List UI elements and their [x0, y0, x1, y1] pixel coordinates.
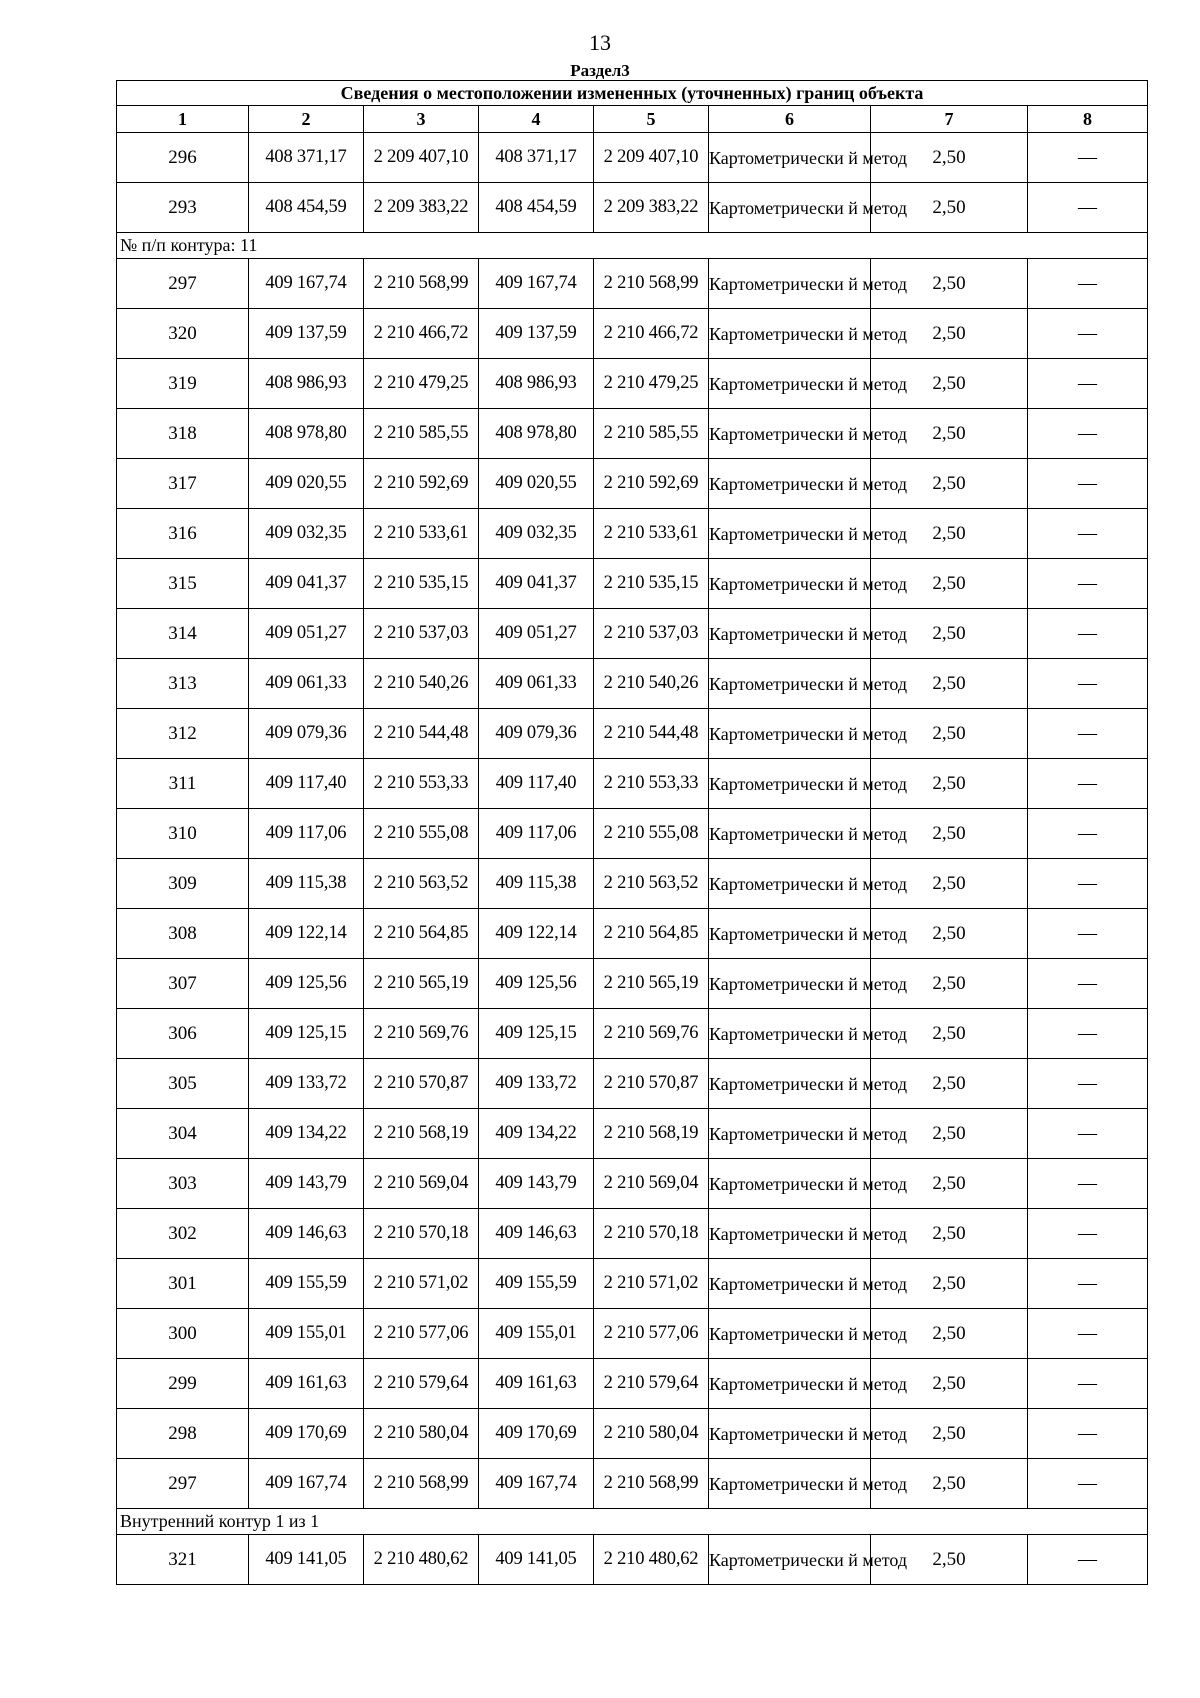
table-row	[117, 133, 1148, 183]
table-row	[117, 359, 1148, 409]
table-row	[117, 1159, 1148, 1209]
y-new-cell: 2 210 570,87	[594, 1059, 709, 1109]
y-old-cell: 2 210 535,15	[364, 559, 479, 609]
y-new-cell: 2 210 564,85	[594, 909, 709, 959]
table-row	[117, 259, 1148, 309]
y-old-cell: 2 210 579,64	[364, 1359, 479, 1409]
point-number-cell: 313	[117, 659, 249, 709]
method-cell: Картометрически й метод	[709, 409, 871, 459]
description-cell: —	[1028, 659, 1148, 709]
method-cell: Картометрически й метод	[709, 659, 871, 709]
point-number-cell: 318	[117, 409, 249, 459]
point-number-cell: 321	[117, 1535, 249, 1585]
point-number-cell: 314	[117, 609, 249, 659]
table-title: Сведения о местоположении измененных (уточненных) границ объекта	[117, 81, 1148, 106]
point-number-cell: 307	[117, 959, 249, 1009]
accuracy-cell: 2,50	[871, 659, 1028, 709]
x-new-cell: 408 371,17	[479, 133, 594, 183]
accuracy-cell: 2,50	[871, 609, 1028, 659]
column-number: 7	[871, 106, 1028, 133]
description-cell: —	[1028, 1259, 1148, 1309]
y-old-cell: 2 210 564,85	[364, 909, 479, 959]
y-old-cell: 2 209 383,22	[364, 183, 479, 233]
x-new-cell: 409 143,79	[479, 1159, 594, 1209]
column-number: 6	[709, 106, 871, 133]
description-cell: —	[1028, 959, 1148, 1009]
contour-label: № п/п контура: 11	[117, 233, 1148, 259]
description-cell: —	[1028, 609, 1148, 659]
y-new-cell: 2 209 383,22	[594, 183, 709, 233]
y-new-cell: 2 210 569,76	[594, 1009, 709, 1059]
y-old-cell: 2 210 585,55	[364, 409, 479, 459]
x-new-cell: 409 051,27	[479, 609, 594, 659]
table-row	[117, 409, 1148, 459]
point-number-cell: 299	[117, 1359, 249, 1409]
accuracy-cell: 2,50	[871, 1535, 1028, 1585]
accuracy-cell: 2,50	[871, 409, 1028, 459]
method-cell: Картометрически й метод	[709, 459, 871, 509]
description-cell: —	[1028, 1209, 1148, 1259]
method-cell: Картометрически й метод	[709, 1409, 871, 1459]
y-old-cell: 2 210 577,06	[364, 1309, 479, 1359]
x-old-cell: 409 115,38	[249, 859, 364, 909]
x-old-cell: 409 170,69	[249, 1409, 364, 1459]
accuracy-cell: 2,50	[871, 459, 1028, 509]
description-cell: —	[1028, 509, 1148, 559]
x-new-cell: 409 141,05	[479, 1535, 594, 1585]
table-row	[117, 609, 1148, 659]
x-new-cell: 409 117,06	[479, 809, 594, 859]
x-old-cell: 409 167,74	[249, 1459, 364, 1509]
description-cell: —	[1028, 1109, 1148, 1159]
table-row	[117, 1309, 1148, 1359]
y-old-cell: 2 210 544,48	[364, 709, 479, 759]
y-old-cell: 2 210 580,04	[364, 1409, 479, 1459]
point-number-cell: 316	[117, 509, 249, 559]
x-new-cell: 409 167,74	[479, 259, 594, 309]
x-new-cell: 408 986,93	[479, 359, 594, 409]
x-old-cell: 409 117,06	[249, 809, 364, 859]
y-old-cell: 2 210 466,72	[364, 309, 479, 359]
point-number-cell: 312	[117, 709, 249, 759]
point-number-cell: 320	[117, 309, 249, 359]
table-row	[117, 1059, 1148, 1109]
method-cell: Картометрически й метод	[709, 1009, 871, 1059]
point-number-cell: 319	[117, 359, 249, 409]
accuracy-cell: 2,50	[871, 1109, 1028, 1159]
section-title: Раздел3	[570, 61, 630, 80]
y-old-cell: 2 210 568,19	[364, 1109, 479, 1159]
x-old-cell: 409 041,37	[249, 559, 364, 609]
description-cell: —	[1028, 859, 1148, 909]
description-cell: —	[1028, 183, 1148, 233]
x-old-cell: 409 133,72	[249, 1059, 364, 1109]
y-new-cell: 2 210 540,26	[594, 659, 709, 709]
method-cell: Картометрически й метод	[709, 183, 871, 233]
y-old-cell: 2 210 570,18	[364, 1209, 479, 1259]
x-old-cell: 409 061,33	[249, 659, 364, 709]
accuracy-cell: 2,50	[871, 1309, 1028, 1359]
description-cell: —	[1028, 1309, 1148, 1359]
table-row	[117, 859, 1148, 909]
x-new-cell: 409 134,22	[479, 1109, 594, 1159]
x-new-cell: 409 061,33	[479, 659, 594, 709]
contour-label-row	[117, 233, 1148, 259]
method-cell: Картометрически й метод	[709, 509, 871, 559]
accuracy-cell: 2,50	[871, 1459, 1028, 1509]
y-new-cell: 2 210 571,02	[594, 1259, 709, 1309]
x-new-cell: 409 137,59	[479, 309, 594, 359]
x-old-cell: 409 155,59	[249, 1259, 364, 1309]
point-number-cell: 296	[117, 133, 249, 183]
y-new-cell: 2 210 544,48	[594, 709, 709, 759]
point-number-cell: 304	[117, 1109, 249, 1159]
x-new-cell: 409 125,15	[479, 1009, 594, 1059]
y-new-cell: 2 210 568,19	[594, 1109, 709, 1159]
x-old-cell: 409 167,74	[249, 259, 364, 309]
method-cell: Картометрически й метод	[709, 1159, 871, 1209]
point-number-cell: 302	[117, 1209, 249, 1259]
y-new-cell: 2 210 535,15	[594, 559, 709, 609]
point-number-cell: 297	[117, 1459, 249, 1509]
description-cell: —	[1028, 133, 1148, 183]
x-old-cell: 408 371,17	[249, 133, 364, 183]
accuracy-cell: 2,50	[871, 1259, 1028, 1309]
method-cell: Картометрически й метод	[709, 609, 871, 659]
x-old-cell: 409 051,27	[249, 609, 364, 659]
accuracy-cell: 2,50	[871, 909, 1028, 959]
description-cell: —	[1028, 359, 1148, 409]
x-old-cell: 408 454,59	[249, 183, 364, 233]
method-cell: Картометрически й метод	[709, 1309, 871, 1359]
page-number: 13	[589, 30, 611, 55]
description-cell: —	[1028, 909, 1148, 959]
x-new-cell: 409 170,69	[479, 1409, 594, 1459]
x-new-cell: 409 041,37	[479, 559, 594, 609]
method-cell: Картометрически й метод	[709, 259, 871, 309]
x-new-cell: 409 079,36	[479, 709, 594, 759]
table-row	[117, 959, 1148, 1009]
y-old-cell: 2 210 537,03	[364, 609, 479, 659]
point-number-cell: 309	[117, 859, 249, 909]
accuracy-cell: 2,50	[871, 1059, 1028, 1109]
method-cell: Картометрически й метод	[709, 809, 871, 859]
method-cell: Картометрически й метод	[709, 133, 871, 183]
description-cell: —	[1028, 1059, 1148, 1109]
x-new-cell: 408 454,59	[479, 183, 594, 233]
description-cell: —	[1028, 809, 1148, 859]
x-new-cell: 409 167,74	[479, 1459, 594, 1509]
x-old-cell: 409 143,79	[249, 1159, 364, 1209]
point-number-cell: 303	[117, 1159, 249, 1209]
y-old-cell: 2 210 479,25	[364, 359, 479, 409]
accuracy-cell: 2,50	[871, 759, 1028, 809]
accuracy-cell: 2,50	[871, 1359, 1028, 1409]
table-row	[117, 1009, 1148, 1059]
y-new-cell: 2 210 565,19	[594, 959, 709, 1009]
x-new-cell: 409 133,72	[479, 1059, 594, 1109]
y-old-cell: 2 210 555,08	[364, 809, 479, 859]
y-new-cell: 2 210 568,99	[594, 259, 709, 309]
y-old-cell: 2 210 568,99	[364, 1459, 479, 1509]
method-cell: Картометрически й метод	[709, 1259, 871, 1309]
table-row	[117, 809, 1148, 859]
y-new-cell: 2 209 407,10	[594, 133, 709, 183]
method-cell: Картометрически й метод	[709, 859, 871, 909]
y-old-cell: 2 210 570,87	[364, 1059, 479, 1109]
x-new-cell: 408 978,80	[479, 409, 594, 459]
accuracy-cell: 2,50	[871, 359, 1028, 409]
table-row	[117, 759, 1148, 809]
method-cell: Картометрически й метод	[709, 1059, 871, 1109]
x-old-cell: 409 155,01	[249, 1309, 364, 1359]
y-new-cell: 2 210 579,64	[594, 1359, 709, 1409]
table-title-row	[117, 81, 1148, 106]
x-new-cell: 409 020,55	[479, 459, 594, 509]
y-old-cell: 2 210 563,52	[364, 859, 479, 909]
method-cell: Картометрически й метод	[709, 1109, 871, 1159]
method-cell: Картометрически й метод	[709, 759, 871, 809]
boundary-table	[116, 80, 1148, 1585]
method-cell: Картометрически й метод	[709, 1459, 871, 1509]
y-old-cell: 2 210 533,61	[364, 509, 479, 559]
method-cell: Картометрически й метод	[709, 359, 871, 409]
table-row	[117, 459, 1148, 509]
accuracy-cell: 2,50	[871, 1209, 1028, 1259]
x-old-cell: 409 122,14	[249, 909, 364, 959]
x-old-cell: 408 978,80	[249, 409, 364, 459]
y-new-cell: 2 210 480,62	[594, 1535, 709, 1585]
point-number-cell: 305	[117, 1059, 249, 1109]
x-old-cell: 409 020,55	[249, 459, 364, 509]
description-cell: —	[1028, 459, 1148, 509]
point-number-cell: 308	[117, 909, 249, 959]
method-cell: Картометрически й метод	[709, 309, 871, 359]
x-new-cell: 409 155,01	[479, 1309, 594, 1359]
point-number-cell: 311	[117, 759, 249, 809]
table-row	[117, 309, 1148, 359]
table-row	[117, 1459, 1148, 1509]
y-new-cell: 2 210 555,08	[594, 809, 709, 859]
point-number-cell: 298	[117, 1409, 249, 1459]
description-cell: —	[1028, 1459, 1148, 1509]
method-cell: Картометрически й метод	[709, 1359, 871, 1409]
point-number-cell: 301	[117, 1259, 249, 1309]
table-row	[117, 1409, 1148, 1459]
accuracy-cell: 2,50	[871, 259, 1028, 309]
y-old-cell: 2 210 592,69	[364, 459, 479, 509]
point-number-cell: 300	[117, 1309, 249, 1359]
method-cell: Картометрически й метод	[709, 959, 871, 1009]
x-new-cell: 409 032,35	[479, 509, 594, 559]
accuracy-cell: 2,50	[871, 1009, 1028, 1059]
description-cell: —	[1028, 559, 1148, 609]
y-old-cell: 2 210 553,33	[364, 759, 479, 809]
description-cell: —	[1028, 759, 1148, 809]
point-number-cell: 315	[117, 559, 249, 609]
accuracy-cell: 2,50	[871, 1409, 1028, 1459]
table-row	[117, 1259, 1148, 1309]
y-new-cell: 2 210 466,72	[594, 309, 709, 359]
y-new-cell: 2 210 570,18	[594, 1209, 709, 1259]
contour-label: Внутренний контур 1 из 1	[117, 1509, 1148, 1535]
y-old-cell: 2 209 407,10	[364, 133, 479, 183]
method-cell: Картометрически й метод	[709, 709, 871, 759]
x-new-cell: 409 146,63	[479, 1209, 594, 1259]
y-new-cell: 2 210 537,03	[594, 609, 709, 659]
x-new-cell: 409 117,40	[479, 759, 594, 809]
x-old-cell: 409 125,56	[249, 959, 364, 1009]
method-cell: Картометрически й метод	[709, 909, 871, 959]
x-new-cell: 409 155,59	[479, 1259, 594, 1309]
x-new-cell: 409 115,38	[479, 859, 594, 909]
table-row	[117, 1209, 1148, 1259]
y-old-cell: 2 210 565,19	[364, 959, 479, 1009]
accuracy-cell: 2,50	[871, 1159, 1028, 1209]
x-old-cell: 409 137,59	[249, 309, 364, 359]
accuracy-cell: 2,50	[871, 959, 1028, 1009]
x-old-cell: 409 032,35	[249, 509, 364, 559]
column-number: 1	[117, 106, 249, 133]
point-number-cell: 293	[117, 183, 249, 233]
x-old-cell: 408 986,93	[249, 359, 364, 409]
y-old-cell: 2 210 480,62	[364, 1535, 479, 1585]
y-new-cell: 2 210 568,99	[594, 1459, 709, 1509]
y-old-cell: 2 210 569,04	[364, 1159, 479, 1209]
description-cell: —	[1028, 409, 1148, 459]
table-row	[117, 1109, 1148, 1159]
accuracy-cell: 2,50	[871, 859, 1028, 909]
table-row	[117, 509, 1148, 559]
point-number-cell: 310	[117, 809, 249, 859]
y-new-cell: 2 210 533,61	[594, 509, 709, 559]
y-new-cell: 2 210 563,52	[594, 859, 709, 909]
y-new-cell: 2 210 580,04	[594, 1409, 709, 1459]
accuracy-cell: 2,50	[871, 133, 1028, 183]
accuracy-cell: 2,50	[871, 509, 1028, 559]
description-cell: —	[1028, 1535, 1148, 1585]
description-cell: —	[1028, 1159, 1148, 1209]
description-cell: —	[1028, 709, 1148, 759]
column-number: 4	[479, 106, 594, 133]
column-number: 3	[364, 106, 479, 133]
method-cell: Картометрически й метод	[709, 559, 871, 609]
accuracy-cell: 2,50	[871, 559, 1028, 609]
column-number: 8	[1028, 106, 1148, 133]
x-new-cell: 409 161,63	[479, 1359, 594, 1409]
table-row	[117, 183, 1148, 233]
accuracy-cell: 2,50	[871, 709, 1028, 759]
y-new-cell: 2 210 569,04	[594, 1159, 709, 1209]
y-new-cell: 2 210 592,69	[594, 459, 709, 509]
description-cell: —	[1028, 309, 1148, 359]
accuracy-cell: 2,50	[871, 809, 1028, 859]
x-old-cell: 409 161,63	[249, 1359, 364, 1409]
method-cell: Картометрически й метод	[709, 1209, 871, 1259]
table-row	[117, 909, 1148, 959]
description-cell: —	[1028, 1359, 1148, 1409]
description-cell: —	[1028, 259, 1148, 309]
contour-label-row	[117, 1509, 1148, 1535]
x-old-cell: 409 141,05	[249, 1535, 364, 1585]
method-cell: Картометрически й метод	[709, 1535, 871, 1585]
y-old-cell: 2 210 568,99	[364, 259, 479, 309]
accuracy-cell: 2,50	[871, 309, 1028, 359]
x-new-cell: 409 122,14	[479, 909, 594, 959]
x-old-cell: 409 079,36	[249, 709, 364, 759]
table-row	[117, 1535, 1148, 1585]
column-number-row	[117, 106, 1148, 133]
column-number: 5	[594, 106, 709, 133]
x-new-cell: 409 125,56	[479, 959, 594, 1009]
point-number-cell: 297	[117, 259, 249, 309]
x-old-cell: 409 125,15	[249, 1009, 364, 1059]
table-row	[117, 559, 1148, 609]
y-old-cell: 2 210 540,26	[364, 659, 479, 709]
table-row	[117, 1359, 1148, 1409]
x-old-cell: 409 117,40	[249, 759, 364, 809]
y-new-cell: 2 210 577,06	[594, 1309, 709, 1359]
x-old-cell: 409 146,63	[249, 1209, 364, 1259]
table-row	[117, 659, 1148, 709]
point-number-cell: 306	[117, 1009, 249, 1059]
description-cell: —	[1028, 1009, 1148, 1059]
table-row	[117, 709, 1148, 759]
description-cell: —	[1028, 1409, 1148, 1459]
y-old-cell: 2 210 569,76	[364, 1009, 479, 1059]
column-number: 2	[249, 106, 364, 133]
point-number-cell: 317	[117, 459, 249, 509]
accuracy-cell: 2,50	[871, 183, 1028, 233]
y-old-cell: 2 210 571,02	[364, 1259, 479, 1309]
x-old-cell: 409 134,22	[249, 1109, 364, 1159]
y-new-cell: 2 210 479,25	[594, 359, 709, 409]
y-new-cell: 2 210 585,55	[594, 409, 709, 459]
y-new-cell: 2 210 553,33	[594, 759, 709, 809]
